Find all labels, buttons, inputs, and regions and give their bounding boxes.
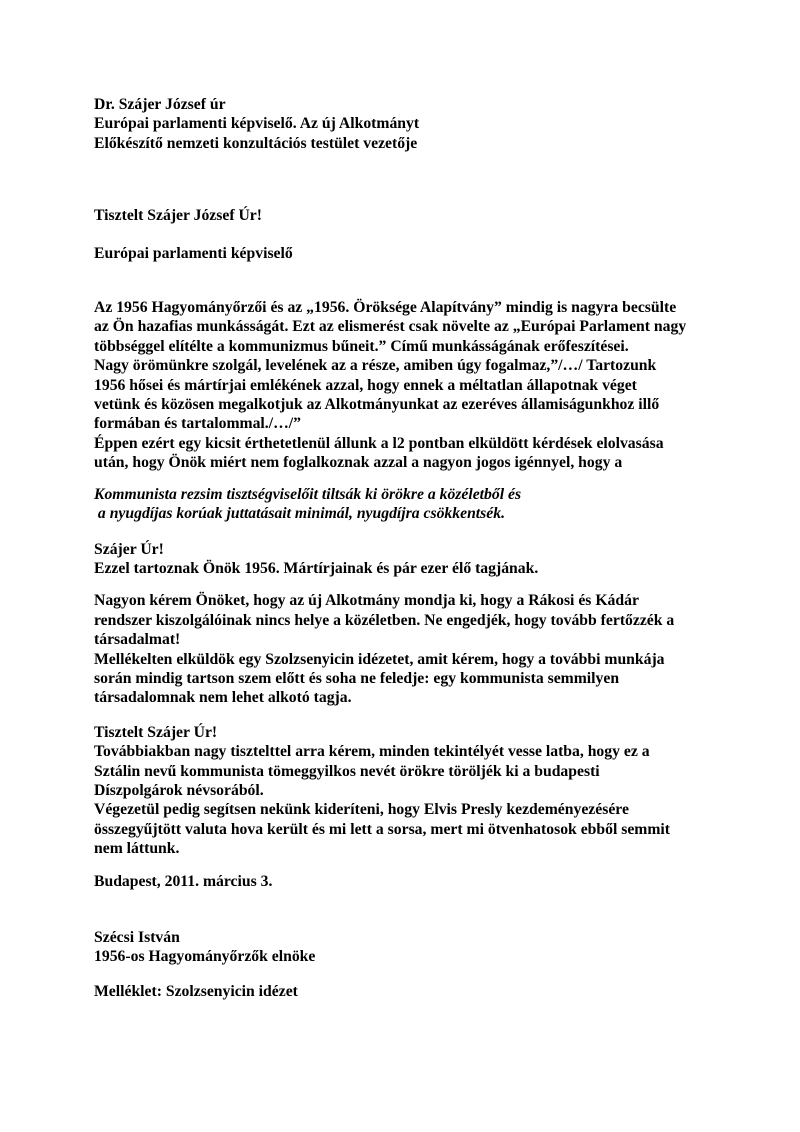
text-line: Továbbiakban nagy tisztelttel arra kérem, minden tekintélyét vesse latba, hogy ez a (94, 743, 650, 761)
text-line: Tisztelt Szájer Úr! (94, 723, 218, 741)
text-line: formában és tartalommal./…/” (94, 415, 301, 433)
demand-quote (94, 485, 720, 524)
recipient-title (94, 244, 720, 263)
text-line: 1956 hősei és mártírjai emlékének azzal, hogy ennek a méltatlan állapotnak véget (94, 376, 637, 394)
text-line: Kommunista rezsim tisztségviselőit tiltsák ki örökre a közéletből és (94, 485, 522, 503)
text-line: a nyugdíjas korúak juttatásait minimál, nyugdíjra csökkentsék. (94, 505, 505, 523)
text-line: társadalomnak nem lehet alkotó tagja. (94, 689, 352, 707)
text-line: Európai parlamenti képviselő. Az új Alkotmányt (94, 115, 420, 133)
salutation (94, 206, 720, 225)
text-line: Melléklet: Szolzsenyicin idézet (94, 982, 298, 1000)
paragraph-request (94, 591, 720, 707)
paragraph-intro (94, 298, 720, 473)
recipient-address (94, 95, 720, 153)
paragraph-debt (94, 540, 720, 579)
text-line: Szájer Úr! (94, 540, 164, 558)
paragraph-closing (94, 723, 720, 859)
text-line: vetünk és közösen megalkotjuk az Alkotmányunkat az ezeréves államiságunkhoz illő (94, 396, 660, 414)
text-line: többséggel elítélte a kommunizmus bűneit.” Című munkásságának erőfeszítései. (94, 337, 629, 355)
text-line: Európai parlamenti képviselő (94, 244, 293, 262)
text-line: Tisztelt Szájer József Úr! (94, 207, 262, 225)
text-line: Dr. Szájer József úr (94, 96, 226, 113)
text-line: Nagyon kérem Önöket, hogy az új Alkotmány mondja ki, hogy a Rákosi és Kádár (94, 592, 639, 610)
text-line: az Ön hazafias munkásságát. Ezt az elismerést csak növelte az „Európai Parlament nagy (94, 318, 687, 336)
text-line: rendszer kiszolgálóinak nincs helye a közéletben. Ne engedjék, hogy tovább fertőzzék a (94, 611, 675, 629)
signature-block (94, 928, 720, 967)
attachment-line (94, 982, 720, 1001)
text-line: Ezzel tartoznak Önök 1956. Mártírjainak és pár ezer élő tagjának. (94, 559, 539, 577)
signature-name: Szécsi István (94, 929, 180, 946)
text-line: Nagy örömünkre szolgál, levelének az a része, amiben úgy fogalmaz,”/…/ Tartozunk (94, 357, 657, 375)
text-line: összegyűjtött valuta hova került és mi lett a sorsa, mert mi ötvenhatosok ebből semmit (94, 820, 671, 838)
text-line: Előkészítő nemzeti konzultációs testület vezetője (94, 134, 418, 152)
text-line: Budapest, 2011. március 3. (94, 872, 273, 890)
text-line: Sztálin nevű kommunista tömeggyilkos nevét örökre töröljék ki a budapesti (94, 762, 600, 780)
text-line: Mellékelten elküldök egy Szolzsenyicin idézetet, amit kérem, hogy a további munkája (94, 650, 665, 668)
text-line: után, hogy Önök miért nem foglalkoznak azzal a nagyon jogos igénnyel, hogy a (94, 454, 623, 472)
text-line: társadalmat! (94, 631, 181, 649)
text-line: Az 1956 Hagyományőrzői és az „1956. Öröksége Alapítvány” mindig is nagyra becsülte (94, 299, 677, 317)
text-line: Végezetül pedig segítsen nekünk kideríteni, hogy Elvis Presly kezdeményezésére (94, 801, 629, 819)
text-line: nem láttunk. (94, 840, 180, 858)
text-line: során mindig tartson szem előtt és soha ne feledje: egy kommunista semmilyen (94, 669, 620, 687)
text-line: Éppen ezért egy kicsit érthetetlenül állunk a l2 pontban elküldött kérdések elolvasása (94, 434, 664, 452)
date-line (94, 872, 720, 891)
signature-title: 1956-os Hagyományőrzők elnöke (94, 948, 316, 966)
text-line: Díszpolgárok névsorából. (94, 781, 264, 799)
